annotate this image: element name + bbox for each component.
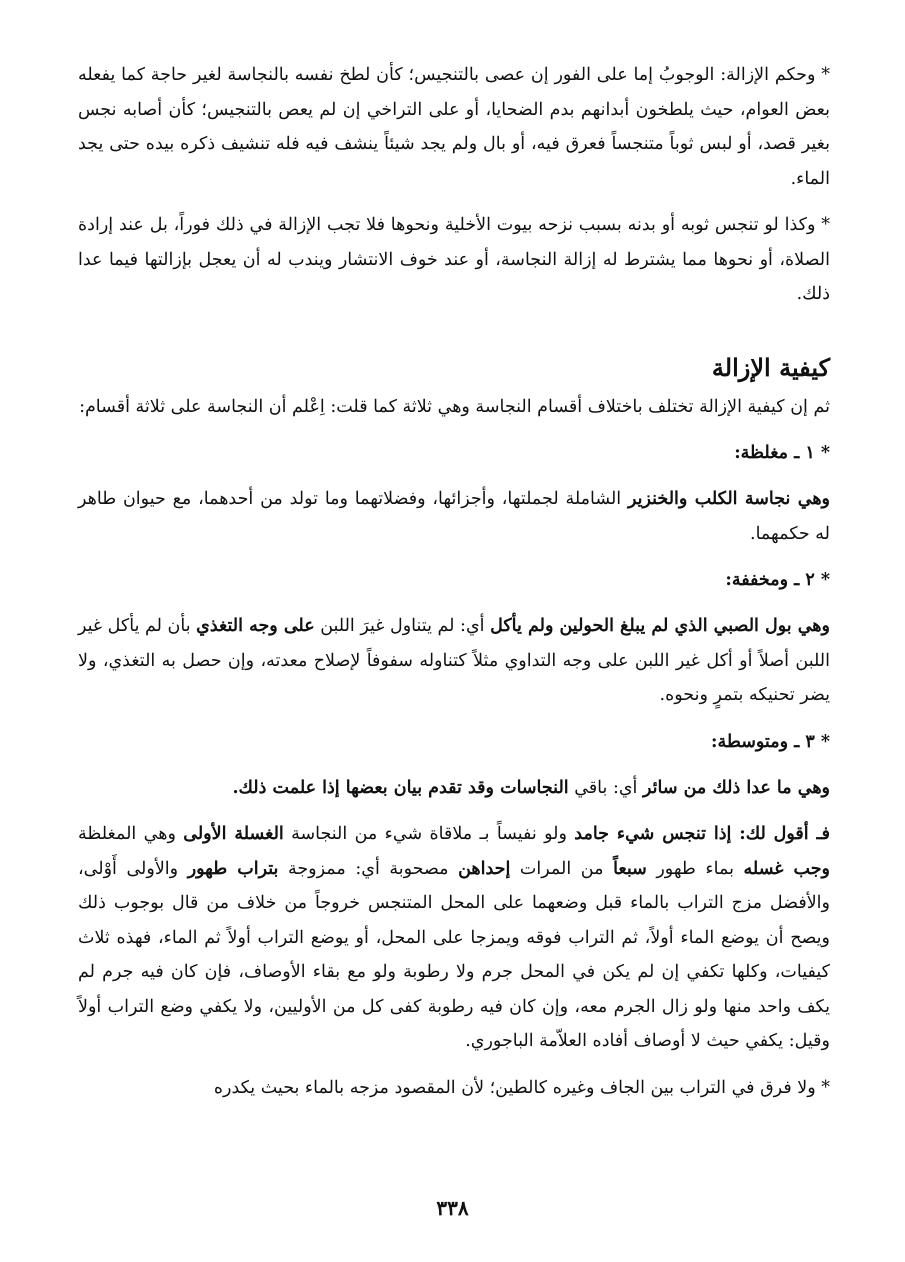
category-title-mukhaffafa: * ٢ ـ ومخففة: [725, 570, 830, 590]
category-title-mughallaza: * ١ ـ مغلظة: [734, 443, 830, 463]
paragraph-mutawassita [78, 771, 830, 806]
body-text: من المرات [510, 858, 614, 879]
bold-text: سبعاً [613, 858, 647, 879]
body-text: والأولى أَوْلى، والأفضل مزج التراب بالماء قبل وضعهما على المحل المتنجس خروجاً من خلاف من قال بوجوب ذلك ويصح أن يوضع الماء أولاً، ثم التراب فوقه ويمزجا على المحل، أو يوضع التراب أولاً ثم الماء، فهذه ثلاث كيفيات، وكلها تكفي إن لم يكن في المحل جرم ولا رطوبة ولو مع بقاء الأوصاف، فإن كان فيه جرم لم يكف واحد منها ولو زال الجرم معه، وإن كان فيه رطوبة كفى كل من الأوليين، ولا يكفي وضع التراب أولاً وقيل: يكفي حيث لا أوصاف أفاده العلاّمة الباجوري. [78, 858, 830, 1051]
paragraph-ruling: * وحكم الإزالة: الوجوبُ إما على الفور إن عصى بالتنجيس؛ كأن لطخ نفسه بالنجاسة لغير حاجة كما يفعله بعض العوام، حيث يلطخون أبدانهم بدم الضحايا، أو على التراخي إن لم يعص بالتنجيس؛ كأن أصابه نجس بغير قصد، أو لبس ثوباً متنجساً فعرق فيه، أو بال ولم يجد شيئاً ينشف فيه فله تنشيف ذكره بيده حتى يجد الماء. [78, 65, 830, 189]
body-text: بأن لم يأكل غير اللبن أصلاً أو أكل غير اللبن على وجه التداوي مثلاً كتناوله سفوفاً لإصلاح معدته، وإن حصل به التغذي، ولا يضر تحنيكه بتمرٍ ونحوه. [78, 616, 830, 705]
paragraph-mukhaffafa [78, 609, 830, 713]
category-title-mutawassita: * ٣ ـ ومتوسطة: [711, 731, 830, 752]
page-body [78, 58, 830, 1117]
bold-text: فـ أقول لك: [731, 824, 831, 844]
body-text: أي: لم يتناول غيرَ اللبن [314, 616, 491, 636]
body-text: مصحوبة أي: ممزوجة [278, 858, 459, 879]
body-text: ولو نفيساً بـ ملاقاة شيء من النجاسة [283, 824, 575, 844]
page-number: ٣٣٨ [436, 1196, 469, 1220]
body-text: أي: باقي [568, 777, 643, 798]
bold-text: وهي نجاسة الكلب والخنزير [627, 489, 831, 509]
paragraph-intro: ثم إن كيفية الإزالة تختلف باختلاف أقسام النجاسة وهي ثلاثة كما قلت: اِعْلم أن النجاسة على ثلاثة أقسام: [79, 396, 830, 417]
body-text: وهي المغلظة [78, 824, 184, 844]
paragraph-mughallaza [78, 482, 830, 551]
paragraph-soil: * ولا فرق في التراب بين الجاف وغيره كالطين؛ لأن المقصود مزجه بالماء بحيث يكدره [213, 1077, 830, 1098]
bold-text: إذا تنجس شيء جامد [574, 824, 732, 844]
paragraph-latrine: * وكذا لو تنجس ثوبه أو بدنه بسبب نزحه بيوت الأخلية ونحوها فلا تجب الإزالة في ذلك فوراً، بل عند إرادة الصلاة، أو نحوها مما يشترط له إزالة النجاسة، أو عند خوف الانتشار ويندب له أن يعجل بإزالتها فيما عدا ذلك. [78, 215, 830, 304]
bold-text: وجب غسله [743, 858, 831, 879]
paragraph-washing-method [78, 817, 830, 1059]
body-text: الشاملة لجملتها، وأجزائها، وفضلاتهما وما تولد من أحدهما، مع حيوان طاهر له حكمهما. [78, 489, 830, 544]
bold-text: الغسلة الأولى [183, 824, 284, 844]
section-heading: كيفية الإزالة [711, 352, 830, 382]
bold-text: وهي ما عدا ذلك من سائر [642, 777, 830, 798]
bold-text: على وجه التغذي [196, 616, 315, 636]
bold-text: إحداهن [458, 858, 511, 879]
bold-text: وهي بول الصبي الذي لم يبلغ الحولين ولم يأكل [490, 616, 830, 636]
body-text: بماء طهور [646, 858, 744, 879]
bold-text: النجاسات وقد تقدم بيان بعضها إذا علمت ذلك. [232, 777, 569, 798]
bold-text: بتراب طهور [187, 858, 279, 879]
